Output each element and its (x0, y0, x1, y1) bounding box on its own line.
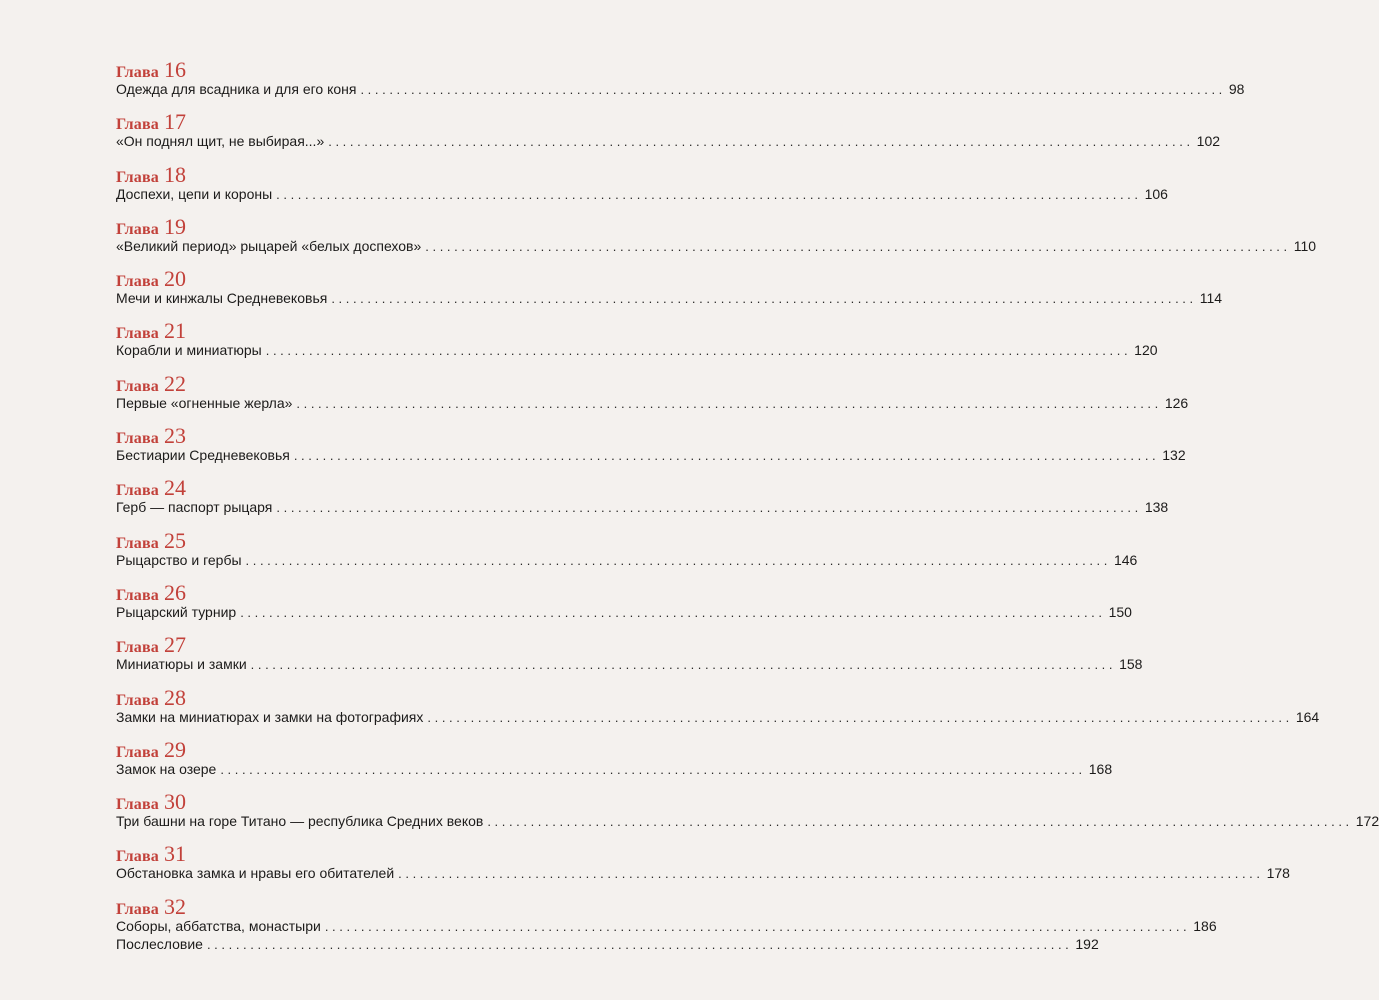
page-number: 164 (1295, 708, 1320, 725)
chapter-heading (116, 528, 186, 554)
chapter-heading (116, 894, 186, 920)
chapter-title: Замки на миниатюрах и замки на фотографиях (116, 708, 424, 725)
toc-entry (116, 736, 1113, 789)
chapter-heading (116, 57, 186, 83)
leader-dots: ........................................................................................................................ (360, 82, 1226, 97)
toc-line (116, 81, 1245, 97)
leader-dots: ........................................................................................................................ (398, 866, 1264, 882)
toc-entry (116, 579, 1132, 632)
leader-dots: ........................................................................................................................ (240, 604, 1106, 620)
toc-entry (116, 161, 1168, 214)
chapter-title: Одежда для всадника и для его коня (116, 81, 357, 97)
chapter-heading (116, 266, 186, 292)
toc-line (116, 185, 1168, 202)
toc-entry (116, 57, 1245, 109)
chapter-number: 21 (164, 318, 186, 344)
chapter-title: «Он поднял щит, не выбирая...» (116, 133, 325, 150)
chapter-heading (116, 841, 186, 867)
page-number: 126 (1164, 394, 1189, 411)
toc-entry (116, 318, 1158, 370)
chapter-title: Рыцарский турнир (116, 603, 237, 620)
chapter-word: Глава (116, 273, 159, 291)
toc-entry (116, 789, 1379, 841)
page-number: 106 (1144, 185, 1168, 202)
chapter-word: Глава (116, 900, 159, 918)
chapter-word: Глава (116, 220, 159, 238)
chapter-number: 20 (164, 266, 186, 292)
toc-entry (116, 266, 1223, 318)
leader-dots: ........................................................................................................................ (250, 657, 1117, 673)
chapter-number: 25 (164, 527, 186, 553)
page-number: 132 (1162, 447, 1186, 464)
leader-dots: ........................................................................................................................ (487, 814, 1353, 830)
toc-entry (116, 475, 1169, 527)
table-of-contents (116, 57, 1379, 952)
toc-line (116, 760, 1113, 777)
toc-entry (116, 109, 1221, 161)
afterword-title: Послесловие (116, 936, 203, 952)
page-number: 138 (1144, 499, 1169, 516)
chapter-number: 30 (164, 789, 186, 815)
toc-line (116, 290, 1223, 307)
toc-line (116, 656, 1143, 673)
chapter-word: Глава (116, 64, 159, 81)
page-number: 168 (1088, 760, 1113, 777)
chapter-word: Глава (116, 116, 159, 134)
leader-dots: ........................................................................................................................ (425, 238, 1291, 254)
toc-line (116, 133, 1221, 150)
leader-dots: ........................................................................................................................ (293, 448, 1160, 464)
afterword-page: 192 (1075, 936, 1099, 952)
chapter-number: 22 (164, 370, 186, 396)
chapter-number: 24 (164, 475, 186, 501)
chapter-heading (116, 685, 186, 711)
chapter-number: 27 (164, 632, 186, 658)
chapter-heading (116, 371, 186, 397)
toc-line (116, 447, 1186, 464)
page-number: 172 (1355, 813, 1379, 830)
toc-line (116, 551, 1138, 568)
toc-line (116, 499, 1169, 516)
chapter-heading (116, 423, 186, 449)
page-number: 98 (1228, 81, 1245, 97)
chapter-heading (116, 789, 186, 815)
leader-dots: ........................................................................................................................ (220, 761, 1086, 777)
chapter-word: Глава (116, 325, 159, 343)
chapter-title: Обстановка замка и нравы его обитателей (116, 865, 395, 882)
chapter-word: Глава (116, 534, 159, 552)
toc-line (116, 237, 1317, 254)
page-number: 158 (1119, 656, 1143, 673)
chapter-word: Глава (116, 796, 159, 814)
chapter-title: Доспехи, цепи и короны (116, 185, 273, 202)
chapter-heading (116, 580, 186, 606)
chapter-word: Глава (116, 482, 159, 500)
page-number: 114 (1199, 290, 1223, 307)
chapter-heading (116, 214, 186, 240)
chapter-number: 31 (164, 841, 186, 867)
chapter-word: Глава (116, 430, 159, 448)
page-number: 150 (1108, 603, 1132, 620)
chapter-number: 23 (164, 423, 186, 449)
chapter-word: Глава (116, 691, 159, 709)
leader-dots: ........................................................................................................................ (276, 500, 1142, 516)
leader-dots: ........................................................................................................................ (427, 709, 1293, 725)
toc-entry (116, 684, 1320, 737)
chapter-number: 32 (164, 893, 186, 919)
chapter-word: Глава (116, 639, 159, 657)
leader-dots: ........................................................................................................................ (328, 134, 1194, 150)
chapter-title: Рыцарство и гербы (116, 551, 242, 568)
page-number: 178 (1266, 865, 1290, 882)
chapter-title: Бестиарии Средневековья (116, 447, 290, 464)
chapter-title: Три башни на горе Титано — республика Средних веков (116, 813, 484, 830)
chapter-heading (116, 109, 186, 135)
chapter-heading (116, 632, 186, 658)
chapter-heading (116, 475, 186, 501)
chapter-title: Мечи и кинжалы Средневековья (116, 290, 328, 307)
toc-line (116, 342, 1158, 359)
toc-entry (116, 527, 1138, 580)
leader-dots: ........................................................................................................................ (206, 937, 1073, 952)
toc-line (116, 394, 1189, 411)
page-number: 110 (1293, 237, 1317, 254)
toc-line (116, 917, 1217, 934)
leader-dots: ........................................................................................................................ (296, 395, 1162, 411)
leader-dots: ........................................................................................................................ (331, 291, 1197, 307)
chapter-title: Замок на озере (116, 760, 217, 777)
toc-entry (116, 841, 1290, 893)
page-number: 186 (1193, 917, 1217, 934)
toc-afterword-line (116, 936, 1099, 952)
chapter-title: Первые «огненные жерла» (116, 394, 293, 411)
chapter-word: Глава (116, 586, 159, 604)
toc-line (116, 708, 1320, 725)
chapter-number: 16 (164, 57, 186, 82)
page-number: 146 (1113, 551, 1138, 568)
chapter-number: 18 (164, 161, 186, 187)
toc-line (116, 603, 1132, 620)
leader-dots: ........................................................................................................................ (276, 186, 1142, 202)
chapter-number: 17 (164, 109, 186, 135)
chapter-heading (116, 737, 186, 763)
toc-entry (116, 423, 1186, 475)
chapter-word: Глава (116, 168, 159, 186)
toc-entry (116, 213, 1317, 266)
chapter-number: 28 (164, 684, 186, 710)
leader-dots: ........................................................................................................................ (324, 918, 1191, 934)
chapter-heading (116, 162, 186, 188)
chapter-word: Глава (116, 377, 159, 395)
page-number: 102 (1196, 133, 1221, 150)
chapter-title: Соборы, аббатства, монастыри (116, 917, 321, 934)
leader-dots: ........................................................................................................................ (265, 343, 1132, 359)
toc-line (116, 813, 1379, 830)
chapter-number: 19 (164, 213, 186, 239)
page-number: 120 (1134, 342, 1158, 359)
chapter-number: 26 (164, 579, 186, 605)
chapter-heading (116, 318, 186, 344)
chapter-title: Герб — паспорт рыцаря (116, 499, 273, 516)
chapter-word: Глава (116, 743, 159, 761)
chapter-title: «Великий период» рыцарей «белых доспехов» (116, 237, 422, 254)
chapter-title: Миниатюры и замки (116, 656, 247, 673)
chapter-word: Глава (116, 848, 159, 866)
toc-line (116, 865, 1290, 882)
chapter-number: 29 (164, 736, 186, 762)
leader-dots: ........................................................................................................................ (245, 552, 1111, 568)
chapter-title: Корабли и миниатюры (116, 342, 262, 359)
toc-entry (116, 370, 1189, 423)
toc-entry (116, 632, 1143, 684)
